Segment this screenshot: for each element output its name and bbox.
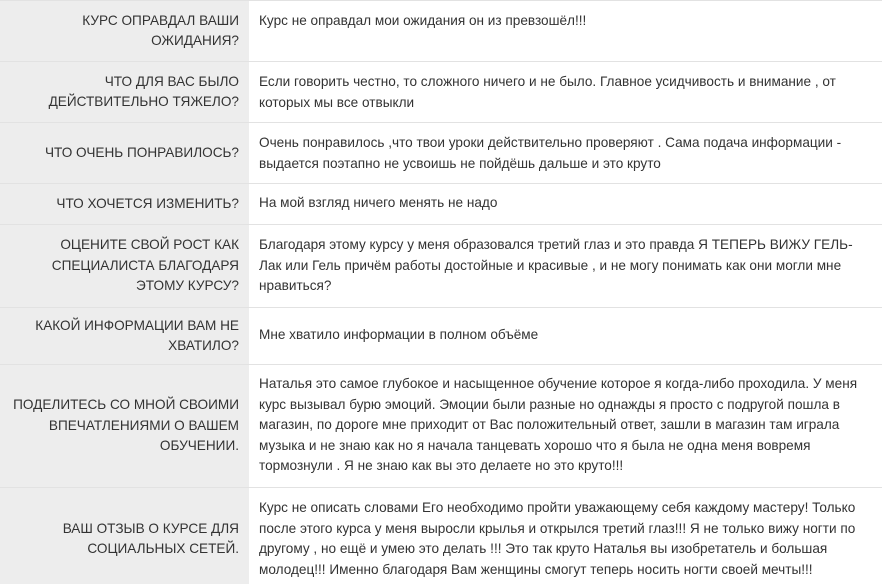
qa-row-difficulties <box>0 62 882 123</box>
answer-cell: На мой взгляд ничего менять не надо <box>259 195 498 210</box>
qa-row-growth <box>0 225 882 308</box>
question-cell <box>0 308 249 364</box>
answer-cell: Курс не оправдал мои ожидания он из превзошёл!!! <box>259 13 587 28</box>
qa-row-liked <box>0 123 882 184</box>
question-label: ВАШ ОТЗЫВ О КУРСЕ ДЛЯ СОЦИАЛЬНЫХ СЕТЕЙ. <box>62 520 239 556</box>
answer-cell: Очень понравилось ,что твои уроки действительно проверяют . Сама подача информации - выдается поэтапно не усвоишь не пойдёшь дальше и это круто <box>259 135 842 171</box>
question-cell <box>0 1 249 61</box>
question-cell <box>0 184 249 224</box>
qa-row-impressions <box>0 365 882 488</box>
question-label: ЧТО ХОЧЕТСЯ ИЗМЕНИТЬ? <box>56 195 239 211</box>
question-label: ЧТО ДЛЯ ВАС БЫЛО ДЕЙСТВИТЕЛЬНО ТЯЖЕЛО? <box>48 73 239 109</box>
question-cell <box>0 225 249 307</box>
qa-row-change <box>0 184 882 225</box>
question-label: ПОДЕЛИТЕСЬ СО МНОЙ СВОИМИ ВПЕЧАТЛЕНИЯМИ О ВАШЕМ ОБУЧЕНИИ. <box>13 397 239 454</box>
question-cell <box>0 62 249 122</box>
answer-cell: Мне хватило информации в полном объёме <box>259 327 539 342</box>
question-label: ОЦЕНИТЕ СВОЙ РОСТ КАК СПЕЦИАЛИСТА БЛАГОДАРЯ ЭТОМУ КУРСУ? <box>51 237 239 294</box>
question-cell <box>0 488 249 584</box>
qa-row-social-review <box>0 488 882 584</box>
question-cell <box>0 123 249 183</box>
qa-row-missing-info <box>0 308 882 365</box>
question-cell <box>0 365 249 487</box>
question-label: КАКОЙ ИНФОРМАЦИИ ВАМ НЕ ХВАТИЛО? <box>35 317 239 353</box>
answer-cell: Благодаря этому курсу у меня образовался третий глаз и это правда Я ТЕПЕРЬ ВИЖУ ГЕЛЬ- Лак или Гель причём работы достойные и красивые , и не могу понимать как они могли мне нравиться? <box>259 237 853 293</box>
question-label: ЧТО ОЧЕНЬ ПОНРАВИЛОСЬ? <box>44 144 239 160</box>
answer-cell: Наталья это самое глубокое и насыщенное обучение которое я когда-либо проходила. У меня курс вызывал бурю эмоций. Эмоции были разные но однажды я просто с подругой пошла в магазин, по дороге мне приходит от Вас положительный ответ, зашли в магазин там играла музыка и не знаю как но я начала танцевать хорошо что я была не одна меня вовремя тормознули . Я не знаю как вы это делаете но это круто!!! <box>259 376 858 473</box>
answer-cell: Курс не описать словами Его необходимо пройти уважающему себя каждому мастеру! Только после этого курса у меня выросли крылья и открылся третий глаз!!! Я не только вижу ногти по другому , но ещё и умею это делать !!! Это так круто Наталья вы изобретатель и большая молодец!!! Именно благодаря Вам женщины смогут теперь носить ногти своей мечты!!! <box>259 500 856 577</box>
question-label: КУРС ОПРАВДАЛ ВАШИ ОЖИДАНИЯ? <box>82 12 239 48</box>
qa-row-course-expectations <box>0 1 882 62</box>
answer-cell: Если говорить честно, то сложного ничего и не было. Главное усидчивость и внимание , от которых мы все отвыкли <box>259 74 836 110</box>
